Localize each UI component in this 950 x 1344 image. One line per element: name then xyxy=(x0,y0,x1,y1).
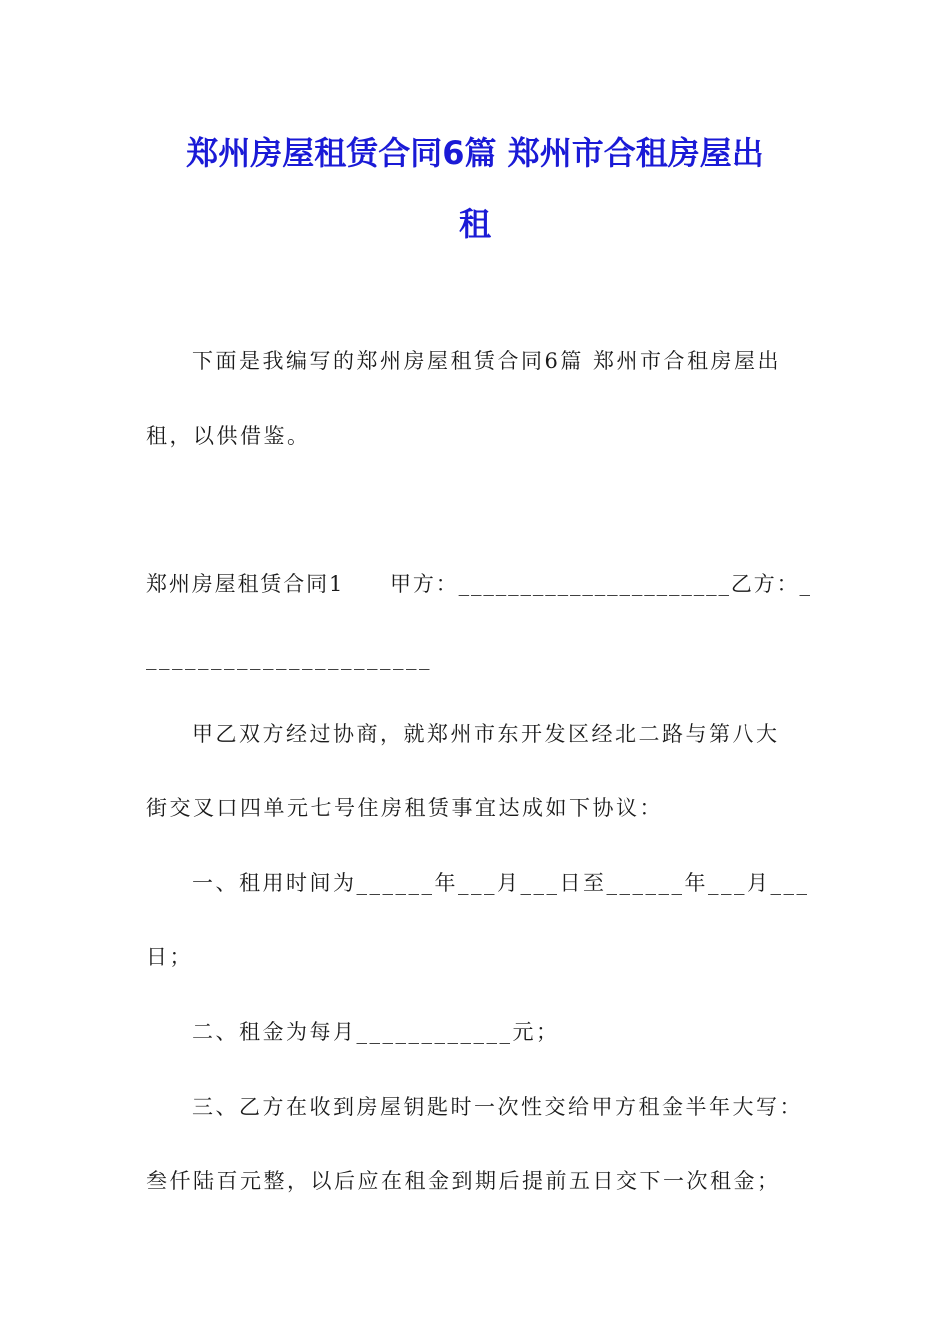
clause-1-line-2: 日； xyxy=(146,945,193,969)
paragraph-1-line-1: 甲乙双方经过协商，就郑州市东开发区经北二路与第八大 xyxy=(192,722,780,746)
document-title-line-2: 租 xyxy=(458,205,491,243)
clause-3-line-1: 三、乙方在收到房屋钥匙时一次性交给甲方租金半年大写： xyxy=(192,1095,803,1119)
intro-line-1: 下面是我编写的郑州房屋租赁合同6篇 郑州市合租房屋出 xyxy=(192,349,782,373)
clause-1-line-1: 一、租用时间为______年___月___日至______年___月___ xyxy=(192,871,810,895)
paragraph-1-line-2: 街交叉口四单元七号住房租赁事宜达成如下协议： xyxy=(146,796,663,820)
contract-heading-line-1: 郑州房屋租赁合同1 甲方：______________________乙方：_ xyxy=(146,572,812,596)
intro-line-2: 租，以供借鉴。 xyxy=(146,424,311,448)
clause-2-line-1: 二、租金为每月____________元； xyxy=(192,1020,560,1044)
document-title-line-1: 郑州房屋租赁合同6篇 郑州市合租房屋出 xyxy=(186,134,764,172)
clause-3-line-2: 叁仟陆百元整，以后应在租金到期后提前五日交下一次租金； xyxy=(146,1169,781,1193)
contract-heading-line-2: ______________________ xyxy=(146,646,432,670)
